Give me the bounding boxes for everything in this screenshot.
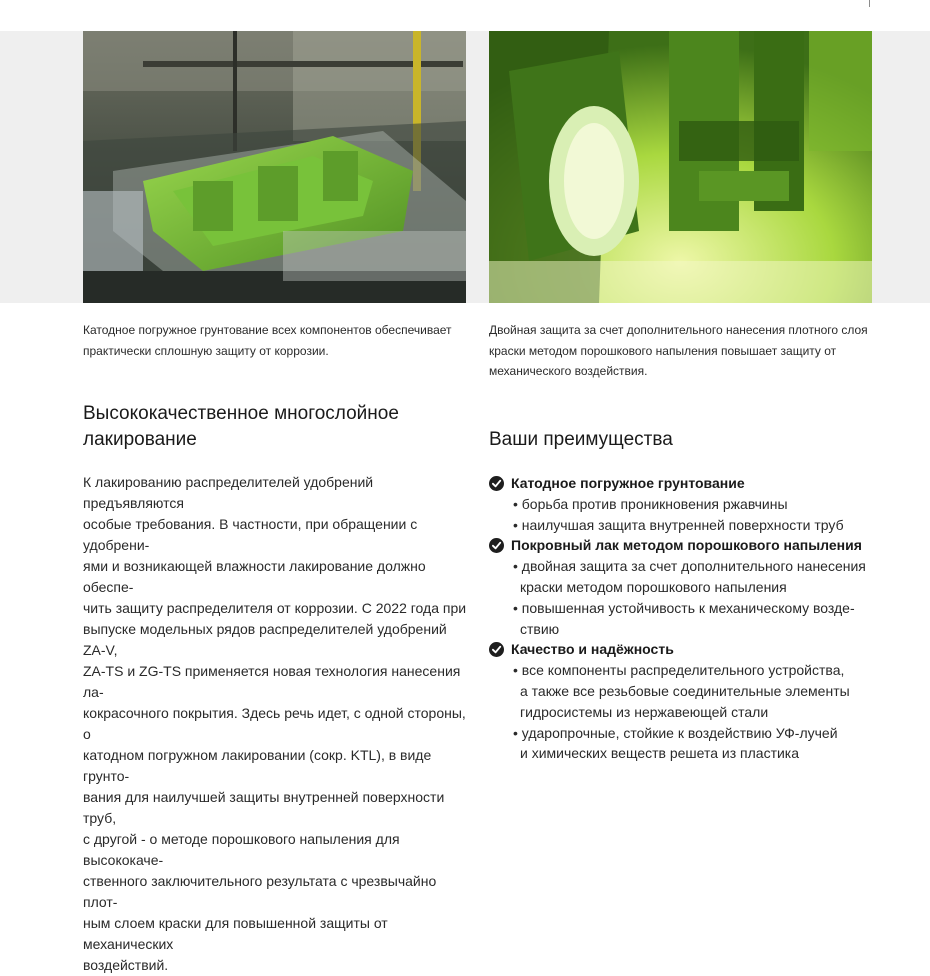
advantage-item: • ударопрочные, стойкие к воздействию УФ-лучей: [513, 724, 838, 741]
advantage-item: • повышенная устойчивость к механическому возде-: [513, 599, 855, 616]
powder-coating-photo-icon: [489, 31, 872, 303]
check-circle-icon: [489, 642, 504, 657]
body-text-line: катодном погружном лакировании (сокр. KTL), в виде грунто-: [83, 747, 432, 784]
body-text-line: воздействий.: [83, 957, 169, 973]
section-heading-line: лакирование: [83, 429, 197, 450]
advantage-item: гидросистемы из нержавеющей стали: [520, 703, 769, 720]
body-text-line: выпуске модельных рядов распределителей удобрений ZA-V,: [83, 621, 447, 658]
advantages-heading: Ваши преимущества: [489, 429, 673, 450]
body-text-line: вания для наилучшей защиты внутренней поверхности труб,: [83, 789, 445, 826]
advantage-group-title-text: Качество и надёжность: [511, 641, 674, 658]
advantage-group-title-text: Катодное погружное грунтование: [511, 475, 745, 491]
body-text-line: ями и возникающей влажности лакирование должно обеспе-: [83, 558, 426, 595]
caption-ktl: Катодное погружное грунтование всех компонентов обеспечивает практически сплошную защиту от коррозии.: [83, 323, 452, 358]
body-text-line: кокрасочного покрытия. Здесь речь идет, с одной стороны, о: [83, 705, 466, 742]
body-text-line: К лакированию распределителей удобрений предъявляются: [83, 474, 374, 511]
powder-coating-photo: [489, 31, 872, 303]
advantage-item: • наилучшая защита внутренней поверхности труб: [513, 516, 844, 533]
advantage-item: • все компоненты распределительного устройства,: [513, 662, 845, 679]
advantage-item: краски методом порошкового напыления: [520, 578, 787, 595]
caption-powder-coating: Двойная защита за счет дополнительного нанесения плотного слоя краски методом порошкового напыления повышает защиту от механического воздействия.: [489, 323, 868, 378]
advantage-group-title: [489, 473, 909, 494]
body-text-line: ZA-TS и ZG-TS применяется новая технология нанесения ла-: [83, 663, 461, 700]
body-text-line: ным слоем краски для повышенной защиты от механических: [83, 915, 388, 952]
section-heading-line: Высококачественное многослойное: [83, 403, 399, 424]
section-heading-multilayer: [83, 401, 463, 453]
advantage-group-title-text: Покровный лак методом порошкового напыления: [511, 537, 862, 554]
ktl-dip-coating-photo-icon: [83, 31, 466, 303]
body-text-line: чить защиту распределителя от коррозии. С 2022 года при: [83, 600, 467, 616]
body-text-line: особые требования. В частности, при обращении с удобрени-: [83, 516, 418, 553]
body-text-line: с другой - о методе порошкового напыления для высококаче-: [83, 831, 400, 868]
advantage-item: ствию: [520, 620, 560, 637]
advantage-group-title: [489, 535, 909, 556]
ktl-dip-coating-photo: [83, 31, 466, 303]
advantage-item: и химических веществ решета из пластика: [520, 745, 800, 762]
section-body-text: [83, 472, 467, 976]
advantage-item: а также все резьбовые соединительные элементы: [520, 682, 850, 699]
advantages-list: [489, 473, 909, 764]
advantage-group-title: [489, 639, 909, 660]
advantage-item: • двойная защита за счет дополнительного нанесения: [513, 558, 866, 575]
body-text-line: ственного заключительного результата с чрезвычайно плот-: [83, 873, 437, 910]
advantage-item: • борьба против проникновения ржавчины: [513, 495, 788, 512]
check-circle-icon: [489, 538, 504, 553]
check-circle-icon: [489, 476, 504, 491]
page-divider: [869, 0, 870, 7]
